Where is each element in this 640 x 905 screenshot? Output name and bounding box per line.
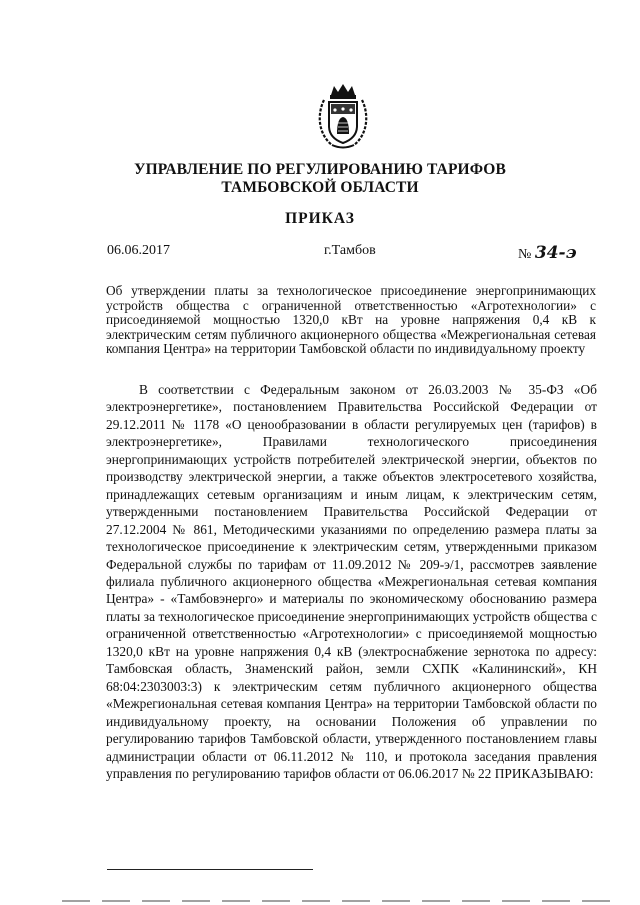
document-city: г.Тамбов [324, 243, 376, 258]
footnote-separator-line [107, 869, 313, 870]
document-title: ПРИКАЗ [285, 210, 355, 227]
document-number [518, 243, 577, 263]
organization-name-line2: ТАМБОВСКОЙ ОБЛАСТИ [221, 179, 419, 196]
document-subject: Об утверждении платы за технологическое присоединение энергопринимающих устройств общества с ограниченной ответственностью «Агротехнологии» с присоединяемой мощностью 1320,0 кВт на уровне напряжения 0,4 кВ к электрическим сетям публичного акционерного общества «Межрегиональная сетевая компания Центра» на территории Тамбовской области по индивидуальному проекту [106, 283, 596, 357]
document-body [106, 381, 597, 782]
handwritten-number: 34-э [534, 243, 577, 263]
coat-of-arms-emblem [314, 82, 372, 152]
page-edge-dashes [62, 900, 622, 902]
number-sign: № [518, 247, 532, 262]
body-text: В соответствии с Федеральным законом от 26.03.2003 № 35-ФЗ «Об электроэнергетике», постановлением Правительства Российской Федерации от 29.12.2011 № 1178 «О ценообразовании в области регулируемых цен (тарифов) в электроэнергетике», Правилами технологического присоединения энергопринимающих устройств потребителей электрической энергии, объектов по производству электрической энергии, а также объектов электросетевого хозяйства, принадлежащих сетевым организациям и иным лицам, к электрическим сетям, утвержденными постановлением Правительства Российской Федерации от 27.12.2004 № 861, Методическими указаниями по определению размера платы за технологическое присоединение к электрическим сетям, утвержденными приказом Федеральной службы по тарифам от 11.09.2012 № 209-э/1, рассмотрев заявление филиала публичного акционерного общества «Межрегиональная сетевая компания Центра» - «Тамбовэнерго» и материалы по экономическому обоснованию размера платы за технологическое присоединение энергопринимающих устройств общества с ограниченной ответственностью «Агротехнологии» с присоединяемой мощностью 1320,0 кВт на уровне напряжения 0,4 кВ (электроснабжение зернотока по адресу: Тамбовская область, Знаменский район, земли СХПК «Калининский», КН 68:04:2303003:3) к электрическим сетям публичного акционерного общества «Межрегиональная сетевая компания Центра» на территории Тамбовской области по индивидуальному проекту, на основании Положения об управлении по регулированию тарифов Тамбовской области, утвержденного постановлением главы администрации области от 06.11.2012 № 110, и протокола заседания правления управления по регулированию тарифов области от 06.06.2017 № 22 ПРИКАЗЫВАЮ: [106, 382, 597, 781]
organization-name-line1: УПРАВЛЕНИЕ ПО РЕГУЛИРОВАНИЮ ТАРИФОВ [134, 161, 506, 178]
document-date: 06.06.2017 [107, 243, 170, 258]
